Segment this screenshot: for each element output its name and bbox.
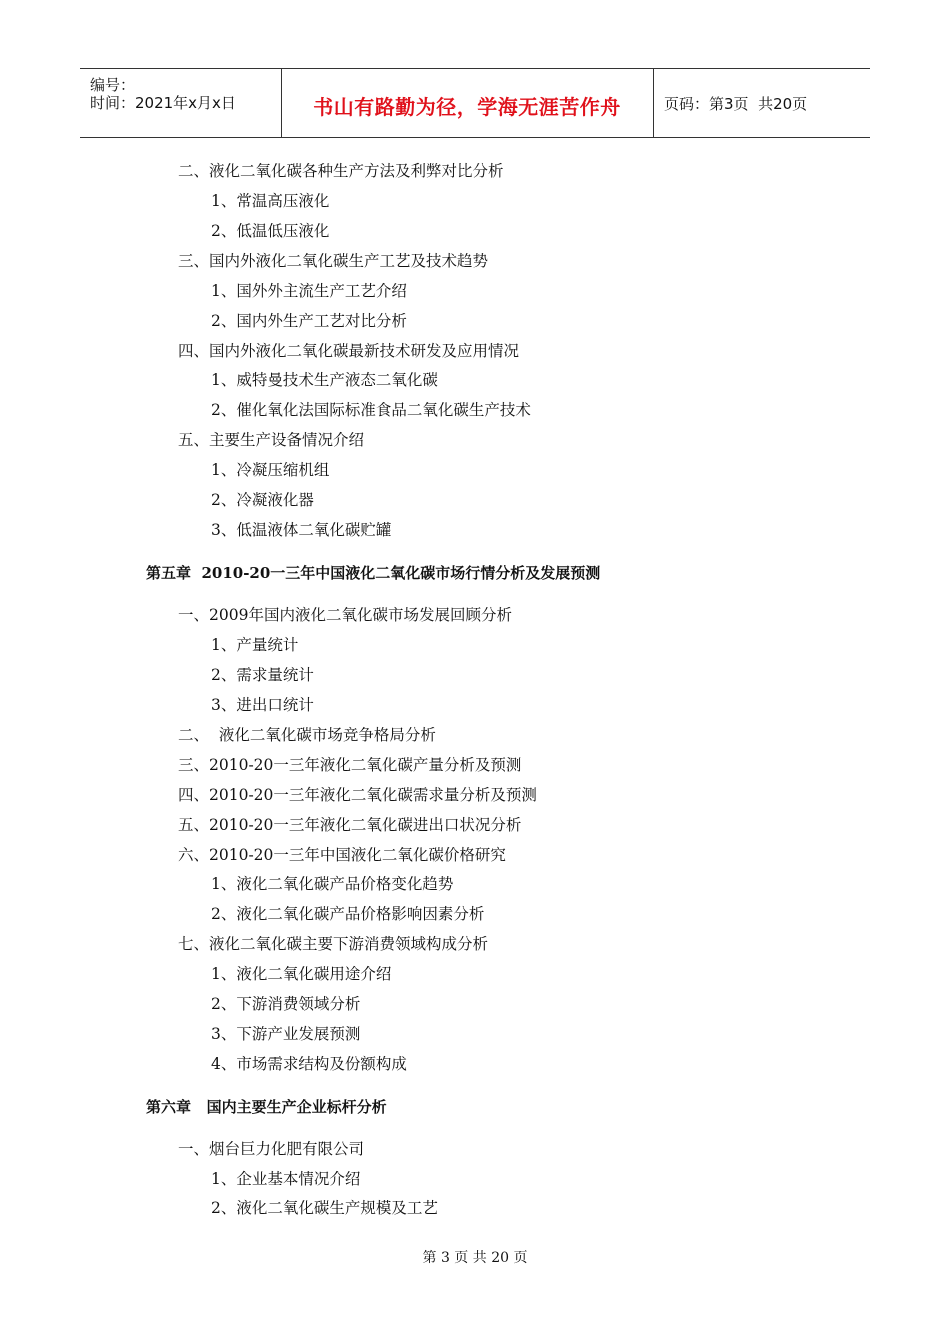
toc-item: 2、催化氧化法国际标准食品二氧化碳生产技术	[211, 401, 531, 419]
toc-item: 1、液化二氧化碳用途介绍	[211, 965, 392, 983]
toc-section: 三、2010-20一三年液化二氧化碳产量分析及预测	[178, 756, 522, 774]
toc-item: 2、需求量统计	[211, 666, 314, 684]
header-left-cell	[80, 69, 282, 137]
header-page-info: 页码：第3页 共20页	[664, 95, 808, 113]
toc-section: 四、2010-20一三年液化二氧化碳需求量分析及预测	[178, 786, 537, 804]
header-right-cell	[654, 69, 870, 137]
number-label: 编号：	[90, 76, 136, 94]
toc-item: 1、常温高压液化	[211, 192, 330, 210]
toc-item: 2、下游消费领域分析	[211, 995, 361, 1013]
chapter-heading: 第五章 2010-20一三年中国液化二氧化碳市场行情分析及发展预测	[146, 564, 601, 582]
toc-section: 一、2009年国内液化二氧化碳市场发展回顾分析	[178, 606, 512, 624]
toc-item: 1、产量统计	[211, 636, 299, 654]
toc-item: 1、威特曼技术生产液态二氧化碳	[211, 371, 438, 389]
page-footer: 第 3 页 共 20 页	[422, 1250, 528, 1266]
toc-item: 2、国内外生产工艺对比分析	[211, 312, 407, 330]
toc-item: 2、液化二氧化碳产品价格影响因素分析	[211, 905, 485, 923]
toc-section: 四、国内外液化二氧化碳最新技术研发及应用情况	[178, 342, 520, 360]
toc-item: 3、进出口统计	[211, 696, 314, 714]
toc-section: 五、2010-20一三年液化二氧化碳进出口状况分析	[178, 816, 522, 834]
toc-section: 一、烟台巨力化肥有限公司	[178, 1140, 365, 1158]
toc-item: 2、液化二氧化碳生产规模及工艺	[211, 1199, 438, 1217]
toc-item: 3、下游产业发展预测	[211, 1025, 361, 1043]
toc-section: 三、国内外液化二氧化碳生产工艺及技术趋势	[178, 252, 489, 270]
toc-section: 二、液化二氧化碳各种生产方法及利弊对比分析	[178, 162, 504, 180]
header-middle-cell	[281, 69, 654, 137]
toc-item: 1、国外外主流生产工艺介绍	[211, 282, 407, 300]
toc-item: 2、冷凝液化器	[211, 491, 314, 509]
chapter-heading: 第六章 国内主要生产企业标杆分析	[146, 1098, 387, 1116]
toc-section: 七、液化二氧化碳主要下游消费领域构成分析	[178, 935, 489, 953]
toc-section: 二、 液化二氧化碳市场竞争格局分析	[178, 726, 436, 744]
time-label: 时间：2021年x月x日	[90, 94, 236, 112]
toc-item: 1、冷凝压缩机组	[211, 461, 330, 479]
toc-item: 4、市场需求结构及份额构成	[211, 1055, 407, 1073]
toc-section: 五、主要生产设备情况介绍	[178, 431, 365, 449]
toc-item: 1、企业基本情况介绍	[211, 1170, 361, 1188]
toc-item: 1、液化二氧化碳产品价格变化趋势	[211, 875, 454, 893]
page-header	[80, 68, 870, 138]
toc-section: 六、2010-20一三年中国液化二氧化碳价格研究	[178, 846, 506, 864]
toc-item: 3、低温液体二氧化碳贮罐	[211, 521, 392, 539]
toc-item: 2、低温低压液化	[211, 222, 330, 240]
header-motto: 书山有路勤为径，学海无涯苦作舟	[313, 95, 621, 119]
